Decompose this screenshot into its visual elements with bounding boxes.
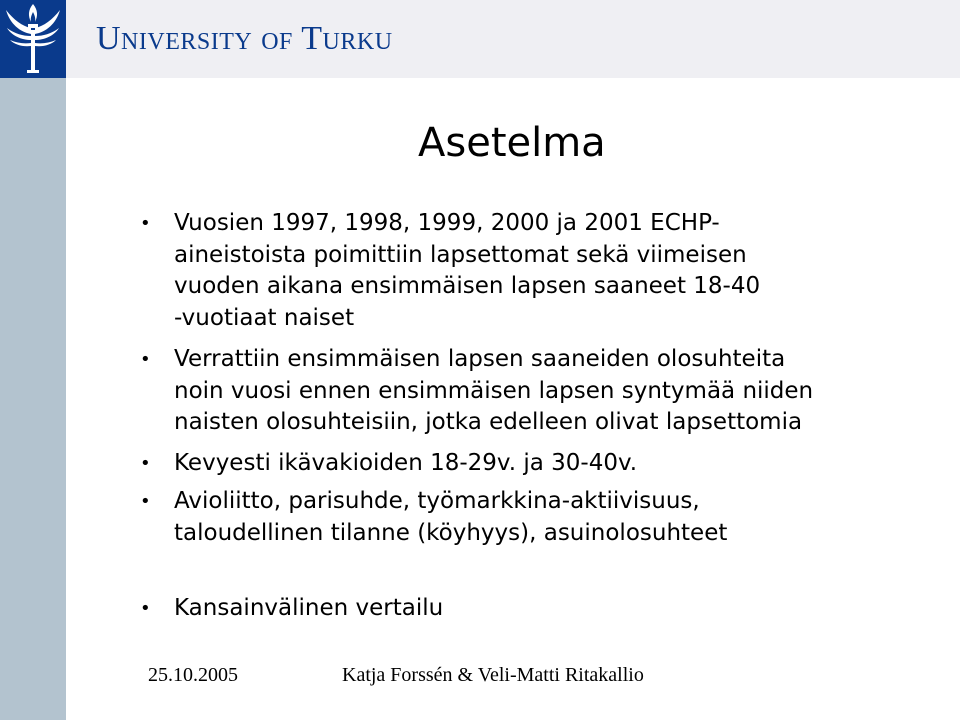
bullet-icon: • — [140, 453, 151, 474]
bullet-icon: • — [140, 349, 151, 370]
list-item — [140, 448, 930, 480]
bullet-text: Verrattiin ensimmäisen lapsen saaneiden olosuhteita noin vuosi ennen ensimmäisen lapsen syntymää niiden naisten olosuhteisiin, jotka edelleen olivat lapsettomia — [174, 346, 814, 435]
list-item — [140, 208, 930, 334]
bullet-text: Vuosien 1997, 1998, 1999, 2000 ja 2001 ECHP- aineistoista poimittiin lapsettomat sekä viimeisen vuoden aikana ensimmäisen lapsen saaneet 18-40 -vuotiaat naiset — [174, 210, 761, 331]
university-logo — [0, 0, 66, 78]
bullet-text: Avioliitto, parisuhde, työmarkkina-aktiivisuus, taloudellinen tilanne (köyhyys), asuinolosuhteet — [174, 488, 728, 546]
bullet-icon: • — [140, 491, 151, 512]
university-name: University of Turku — [96, 20, 393, 57]
bullet-icon: • — [140, 213, 151, 234]
slide-title: Asetelma — [418, 120, 606, 166]
list-item — [140, 344, 930, 439]
university-crest-torch-icon — [0, 0, 66, 78]
footer-authors: Katja Forssén & Veli-Matti Ritakallio — [342, 664, 644, 686]
side-strip — [0, 78, 66, 720]
list-item — [140, 593, 930, 625]
bullet-text: Kansainvälinen vertailu — [174, 595, 444, 621]
footer-date: 25.10.2005 — [148, 664, 238, 686]
list-item — [140, 486, 930, 549]
bullet-text: Kevyesti ikävakioiden 18-29v. ja 30-40v. — [174, 450, 638, 476]
bullet-icon: • — [140, 598, 151, 619]
